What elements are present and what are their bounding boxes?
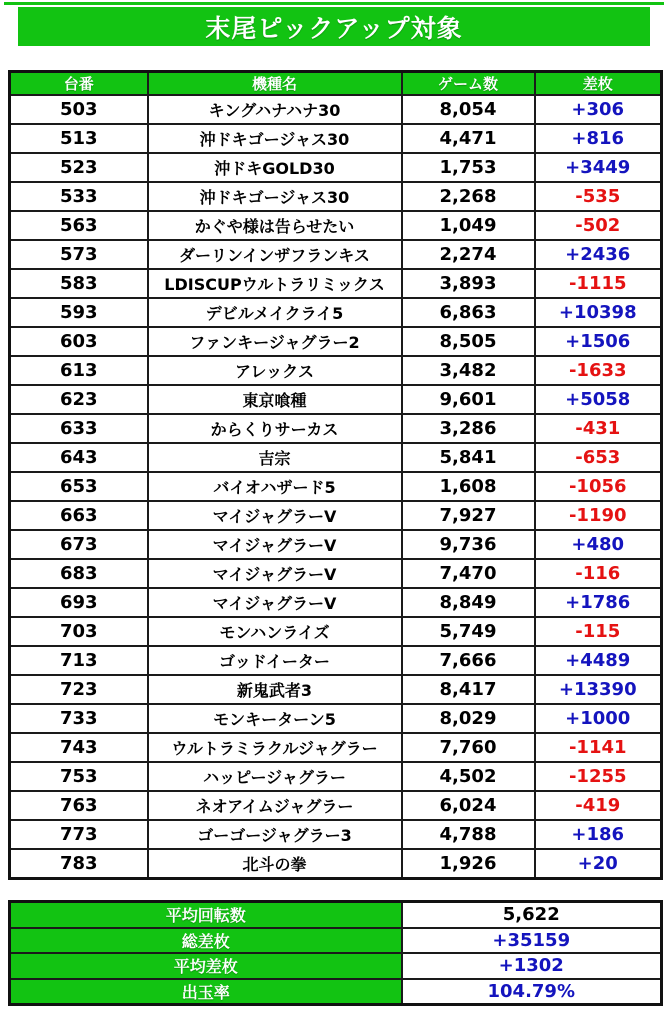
- machine-name-cell: ダーリンインザフランキス: [148, 240, 402, 269]
- table-row: [10, 327, 662, 356]
- machine-table: [8, 70, 663, 880]
- machine-name-cell: ハッピージャグラー: [148, 762, 402, 791]
- machine-number-cell: 653: [10, 472, 148, 501]
- table-row: [10, 153, 662, 182]
- machine-number-cell: 693: [10, 588, 148, 617]
- machine-number-cell: 713: [10, 646, 148, 675]
- col-header-machine-number: 台番: [10, 72, 148, 96]
- diff-value-cell: -1141: [535, 733, 662, 762]
- table-row: [10, 646, 662, 675]
- table-row: [10, 559, 662, 588]
- machine-number-cell: 633: [10, 414, 148, 443]
- machine-name-cell: LDISCUPウルトラリミックス: [148, 269, 402, 298]
- diff-value-cell: -419: [535, 791, 662, 820]
- diff-value-cell: +1786: [535, 588, 662, 617]
- game-count-cell: 4,788: [402, 820, 535, 849]
- game-count-cell: 2,274: [402, 240, 535, 269]
- diff-value-cell: -115: [535, 617, 662, 646]
- machine-name-cell: 新鬼武者3: [148, 675, 402, 704]
- machine-number-cell: 513: [10, 124, 148, 153]
- table-row: [10, 588, 662, 617]
- machine-number-cell: 623: [10, 385, 148, 414]
- col-header-machine-name: 機種名: [148, 72, 402, 96]
- machine-name-cell: 吉宗: [148, 443, 402, 472]
- machine-number-cell: 643: [10, 443, 148, 472]
- page-title: 末尾ピックアップ対象: [205, 13, 463, 43]
- diff-value-cell: -1056: [535, 472, 662, 501]
- machine-number-cell: 673: [10, 530, 148, 559]
- game-count-cell: 1,608: [402, 472, 535, 501]
- machine-name-cell: マイジャグラーV: [148, 588, 402, 617]
- summary-value: +35159: [402, 928, 662, 954]
- table-row: [10, 124, 662, 153]
- machine-number-cell: 533: [10, 182, 148, 211]
- summary-table: [8, 900, 663, 1006]
- table-row: [10, 182, 662, 211]
- summary-value: 5,622: [402, 902, 662, 928]
- machine-number-cell: 753: [10, 762, 148, 791]
- diff-value-cell: -535: [535, 182, 662, 211]
- machine-number-cell: 703: [10, 617, 148, 646]
- machine-name-cell: 北斗の拳: [148, 849, 402, 879]
- diff-value-cell: +20: [535, 849, 662, 879]
- game-count-cell: 1,049: [402, 211, 535, 240]
- table-row: [10, 704, 662, 733]
- game-count-cell: 7,666: [402, 646, 535, 675]
- table-row: [10, 414, 662, 443]
- diff-value-cell: -1633: [535, 356, 662, 385]
- diff-value-cell: -1115: [535, 269, 662, 298]
- game-count-cell: 1,926: [402, 849, 535, 879]
- summary-row: [10, 902, 662, 928]
- machine-number-cell: 663: [10, 501, 148, 530]
- table-row: [10, 385, 662, 414]
- machine-name-cell: マイジャグラーV: [148, 501, 402, 530]
- machine-name-cell: ネオアイムジャグラー: [148, 791, 402, 820]
- table-row: [10, 269, 662, 298]
- col-header-game-count: ゲーム数: [402, 72, 535, 96]
- diff-value-cell: +816: [535, 124, 662, 153]
- diff-value-cell: +1000: [535, 704, 662, 733]
- table-header-row: [10, 72, 662, 96]
- machine-number-cell: 583: [10, 269, 148, 298]
- summary-label: 平均差枚: [10, 953, 402, 979]
- machine-name-cell: 沖ドキGOLD30: [148, 153, 402, 182]
- table-row: [10, 95, 662, 124]
- table-row: [10, 472, 662, 501]
- game-count-cell: 3,286: [402, 414, 535, 443]
- title-bar: [18, 7, 650, 46]
- diff-value-cell: -431: [535, 414, 662, 443]
- diff-value-cell: +2436: [535, 240, 662, 269]
- diff-value-cell: -116: [535, 559, 662, 588]
- machine-name-cell: かぐや様は告らせたい: [148, 211, 402, 240]
- machine-number-cell: 743: [10, 733, 148, 762]
- machine-name-cell: キングハナハナ30: [148, 95, 402, 124]
- game-count-cell: 3,893: [402, 269, 535, 298]
- machine-name-cell: ゴーゴージャグラー3: [148, 820, 402, 849]
- game-count-cell: 3,482: [402, 356, 535, 385]
- game-count-cell: 9,736: [402, 530, 535, 559]
- game-count-cell: 8,417: [402, 675, 535, 704]
- game-count-cell: 7,470: [402, 559, 535, 588]
- machine-number-cell: 783: [10, 849, 148, 879]
- machine-name-cell: デビルメイクライ5: [148, 298, 402, 327]
- summary-table-body: [10, 902, 662, 1005]
- game-count-cell: 1,753: [402, 153, 535, 182]
- table-row: [10, 617, 662, 646]
- game-count-cell: 8,054: [402, 95, 535, 124]
- game-count-cell: 6,863: [402, 298, 535, 327]
- table-row: [10, 849, 662, 879]
- table-row: [10, 240, 662, 269]
- diff-value-cell: -502: [535, 211, 662, 240]
- game-count-cell: 6,024: [402, 791, 535, 820]
- machine-name-cell: ファンキージャグラー2: [148, 327, 402, 356]
- machine-name-cell: ゴッドイーター: [148, 646, 402, 675]
- game-count-cell: 2,268: [402, 182, 535, 211]
- game-count-cell: 7,760: [402, 733, 535, 762]
- machine-number-cell: 573: [10, 240, 148, 269]
- summary-label: 総差枚: [10, 928, 402, 954]
- diff-value-cell: +13390: [535, 675, 662, 704]
- summary-row: [10, 953, 662, 979]
- table-row: [10, 530, 662, 559]
- diff-value-cell: -653: [535, 443, 662, 472]
- machine-number-cell: 503: [10, 95, 148, 124]
- machine-number-cell: 773: [10, 820, 148, 849]
- machine-number-cell: 613: [10, 356, 148, 385]
- game-count-cell: 4,502: [402, 762, 535, 791]
- table-row: [10, 733, 662, 762]
- machine-table-body: [10, 95, 662, 879]
- machine-number-cell: 733: [10, 704, 148, 733]
- machine-name-cell: マイジャグラーV: [148, 559, 402, 588]
- machine-number-cell: 683: [10, 559, 148, 588]
- machine-number-cell: 563: [10, 211, 148, 240]
- diff-value-cell: +3449: [535, 153, 662, 182]
- table-row: [10, 791, 662, 820]
- game-count-cell: 8,029: [402, 704, 535, 733]
- summary-label: 出玉率: [10, 979, 402, 1005]
- summary-value: +1302: [402, 953, 662, 979]
- machine-number-cell: 723: [10, 675, 148, 704]
- machine-name-cell: マイジャグラーV: [148, 530, 402, 559]
- machine-number-cell: 593: [10, 298, 148, 327]
- diff-value-cell: +4489: [535, 646, 662, 675]
- diff-value-cell: +480: [535, 530, 662, 559]
- game-count-cell: 8,849: [402, 588, 535, 617]
- top-green-line: [4, 2, 664, 5]
- table-row: [10, 356, 662, 385]
- diff-value-cell: +306: [535, 95, 662, 124]
- machine-name-cell: 東京喰種: [148, 385, 402, 414]
- machine-name-cell: ウルトラミラクルジャグラー: [148, 733, 402, 762]
- game-count-cell: 5,749: [402, 617, 535, 646]
- diff-value-cell: +5058: [535, 385, 662, 414]
- machine-name-cell: モンキーターン5: [148, 704, 402, 733]
- machine-name-cell: からくりサーカス: [148, 414, 402, 443]
- machine-number-cell: 523: [10, 153, 148, 182]
- game-count-cell: 5,841: [402, 443, 535, 472]
- machine-name-cell: バイオハザード5: [148, 472, 402, 501]
- table-row: [10, 820, 662, 849]
- table-row: [10, 298, 662, 327]
- machine-name-cell: アレックス: [148, 356, 402, 385]
- table-row: [10, 443, 662, 472]
- table-row: [10, 762, 662, 791]
- table-row: [10, 675, 662, 704]
- summary-row: [10, 928, 662, 954]
- summary-label: 平均回転数: [10, 902, 402, 928]
- game-count-cell: 7,927: [402, 501, 535, 530]
- game-count-cell: 8,505: [402, 327, 535, 356]
- machine-number-cell: 603: [10, 327, 148, 356]
- machine-name-cell: モンハンライズ: [148, 617, 402, 646]
- summary-value: 104.79%: [402, 979, 662, 1005]
- machine-number-cell: 763: [10, 791, 148, 820]
- col-header-diff: 差枚: [535, 72, 662, 96]
- diff-value-cell: +1506: [535, 327, 662, 356]
- diff-value-cell: -1255: [535, 762, 662, 791]
- summary-row: [10, 979, 662, 1005]
- game-count-cell: 9,601: [402, 385, 535, 414]
- machine-name-cell: 沖ドキゴージャス30: [148, 124, 402, 153]
- diff-value-cell: -1190: [535, 501, 662, 530]
- table-row: [10, 211, 662, 240]
- diff-value-cell: +186: [535, 820, 662, 849]
- table-row: [10, 501, 662, 530]
- diff-value-cell: +10398: [535, 298, 662, 327]
- machine-name-cell: 沖ドキゴージャス30: [148, 182, 402, 211]
- game-count-cell: 4,471: [402, 124, 535, 153]
